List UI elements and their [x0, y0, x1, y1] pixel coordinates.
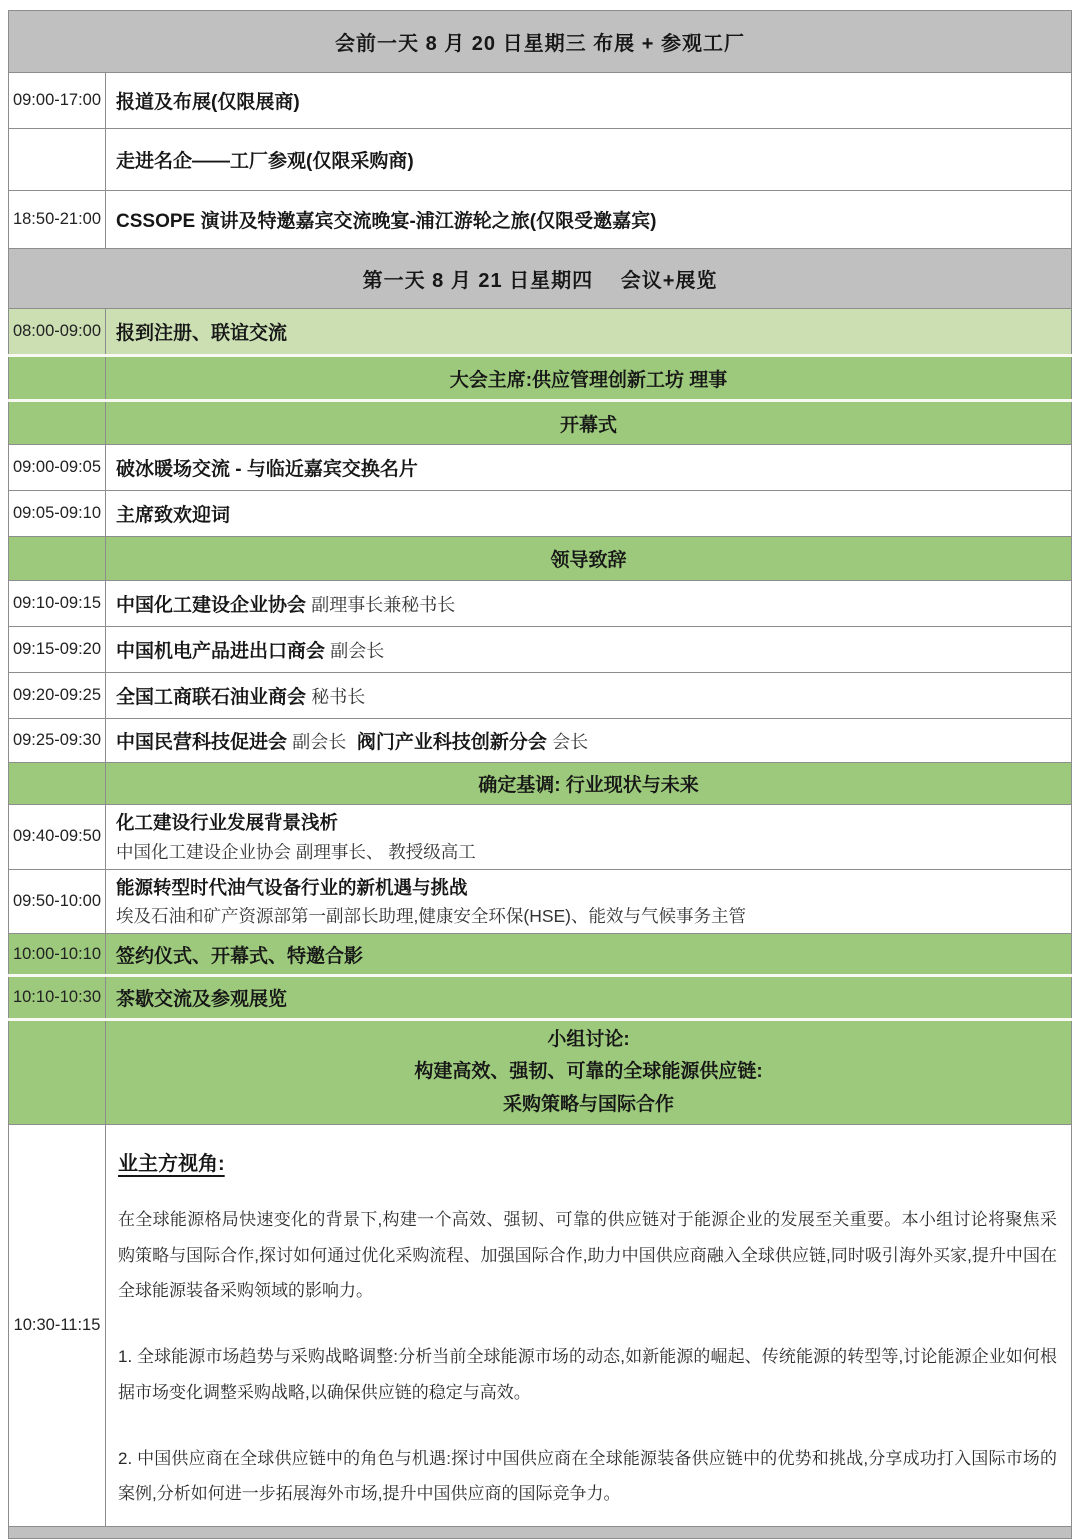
speaker-role: 秘书长 [311, 687, 366, 707]
time-cell: 09:10-09:15 [9, 581, 106, 627]
session-title: 报道及布展(仅限展商) [106, 73, 1072, 129]
talk-speaker: 埃及石油和矿产资源部第一副部长助理,健康安全环保(HSE)、能效与气候事务主管 [116, 906, 746, 927]
panel-heading: 业主方视角: [118, 1153, 225, 1176]
speaker-cell [106, 673, 1072, 719]
speaker-role2: 会长 [552, 732, 589, 752]
speaker-cell [106, 627, 1072, 673]
section-header-row [9, 356, 1072, 401]
time-cell: 10:10-10:30 [9, 976, 106, 1020]
section-title: 大会主席:供应管理创新工坊 理事 [106, 356, 1072, 401]
day-header-row [9, 249, 1072, 309]
session-title: 破冰暖场交流 - 与临近嘉宾交换名片 [106, 445, 1072, 491]
agenda-row [9, 129, 1072, 191]
time-cell: 09:25-09:30 [9, 719, 106, 763]
speaker-org: 全国工商联石油业商会 [116, 687, 307, 708]
time-cell: 10:30-11:15 [9, 1125, 106, 1527]
agenda-row [9, 934, 1072, 976]
time-cell [9, 1020, 106, 1125]
day-header-row [9, 11, 1072, 73]
section-title: 领导致辞 [106, 537, 1072, 581]
panel-header [106, 1020, 1072, 1125]
time-cell [9, 356, 106, 401]
section-title: 确定基调: 行业现状与未来 [106, 763, 1072, 805]
time-cell: 09:00-09:05 [9, 445, 106, 491]
next-day-header-partial [9, 1526, 1072, 1538]
agenda-row [9, 309, 1072, 356]
agenda-row [9, 445, 1072, 491]
section-header-row [9, 401, 1072, 445]
time-cell [9, 129, 106, 191]
time-cell: 09:05-09:10 [9, 491, 106, 537]
panel-content [106, 1125, 1072, 1527]
talk-cell [106, 805, 1072, 870]
time-cell: 18:50-21:00 [9, 191, 106, 249]
speaker-org: 中国机电产品进出口商会 [116, 641, 326, 662]
panel-row [9, 1125, 1072, 1527]
agenda-row [9, 976, 1072, 1020]
day-header-text: 会前一天 8 月 20 日星期三 布展 + 参观工厂 [9, 11, 1072, 73]
section-title: 开幕式 [106, 401, 1072, 445]
talk-title: 能源转型时代油气设备行业的新机遇与挑战 [116, 876, 468, 898]
speaker-org: 中国民营科技促进会 [116, 732, 288, 753]
speaker-row [9, 719, 1072, 763]
time-cell: 09:00-17:00 [9, 73, 106, 129]
agenda-row [9, 73, 1072, 129]
next-day-header-text [9, 1526, 1072, 1538]
speaker-org: 中国化工建设企业协会 [116, 595, 307, 616]
session-title: 走进名企——工厂参观(仅限采购商) [106, 129, 1072, 191]
panel-header-line1: 小组讨论: [547, 1029, 630, 1051]
panel-topic-1: 1. 全球能源市场趋势与采购战略调整:分析当前全球能源市场的动态,如新能源的崛起、传统能源的转型等,讨论能源企业如何根据市场变化调整采购战略,以确保供应链的稳定与高效。 [118, 1347, 1057, 1402]
speaker-role: 副理事长兼秘书长 [311, 595, 456, 615]
speaker-role: 副会长 [292, 732, 347, 752]
panel-topic-2: 2. 中国供应商在全球供应链中的角色与机遇:探讨中国供应商在全球能源装备供应链中的优势和挑战,分享成功打入国际市场的案例,分析如何进一步拓展海外市场,提升中国供应商的国际竞争力。 [118, 1448, 1057, 1504]
time-cell: 09:15-09:20 [9, 627, 106, 673]
time-cell [9, 401, 106, 445]
panel-header-line3: 采购策略与国际合作 [502, 1093, 674, 1115]
day-header-text: 第一天 8 月 21 日星期四 会议+展览 [9, 249, 1072, 309]
talk-title: 化工建设行业发展背景浅析 [116, 812, 339, 833]
talk-row [9, 805, 1072, 870]
session-title: 报到注册、联谊交流 [106, 309, 1072, 356]
talk-speaker: 中国化工建设企业协会 副理事长、 教授级高工 [116, 841, 476, 862]
speaker-cell [106, 719, 1072, 763]
agenda-row [9, 491, 1072, 537]
time-cell: 09:20-09:25 [9, 673, 106, 719]
panel-intro: 在全球能源格局快速变化的背景下,构建一个高效、强韧、可靠的供应链对于能源企业的发展至关重要。本小组讨论将聚焦采购策略与国际合作,探讨如何通过优化采购流程、加强国际合作,助力中国供应商融入全球供应链,同时吸引海外买家,提升中国在全球能源装备采购领域的影响力。 [118, 1210, 1057, 1301]
section-header-row [9, 537, 1072, 581]
talk-cell [106, 869, 1072, 934]
schedule-table [8, 10, 1072, 1539]
speaker-cell [106, 581, 1072, 627]
speaker-row [9, 581, 1072, 627]
panel-header-line2: 构建高效、强韧、可靠的全球能源供应链: [414, 1061, 763, 1083]
session-title: 主席致欢迎词 [106, 491, 1072, 537]
speaker-org2: 阀门产业科技创新分会 [356, 732, 547, 753]
section-header-row [9, 763, 1072, 805]
talk-row [9, 869, 1072, 934]
time-cell: 08:00-09:00 [9, 309, 106, 356]
session-title: 签约仪式、开幕式、特邀合影 [106, 934, 1072, 976]
time-cell: 10:00-10:10 [9, 934, 106, 976]
time-cell [9, 763, 106, 805]
speaker-role: 副会长 [330, 641, 385, 661]
time-cell: 09:40-09:50 [9, 805, 106, 870]
panel-header-row [9, 1020, 1072, 1125]
time-cell: 09:50-10:00 [9, 869, 106, 934]
agenda-row [9, 191, 1072, 249]
session-title: CSSOPE 演讲及特邀嘉宾交流晚宴-浦江游轮之旅(仅限受邀嘉宾) [106, 191, 1072, 249]
speaker-row [9, 627, 1072, 673]
session-title: 茶歇交流及参观展览 [106, 976, 1072, 1020]
speaker-row [9, 673, 1072, 719]
time-cell [9, 537, 106, 581]
